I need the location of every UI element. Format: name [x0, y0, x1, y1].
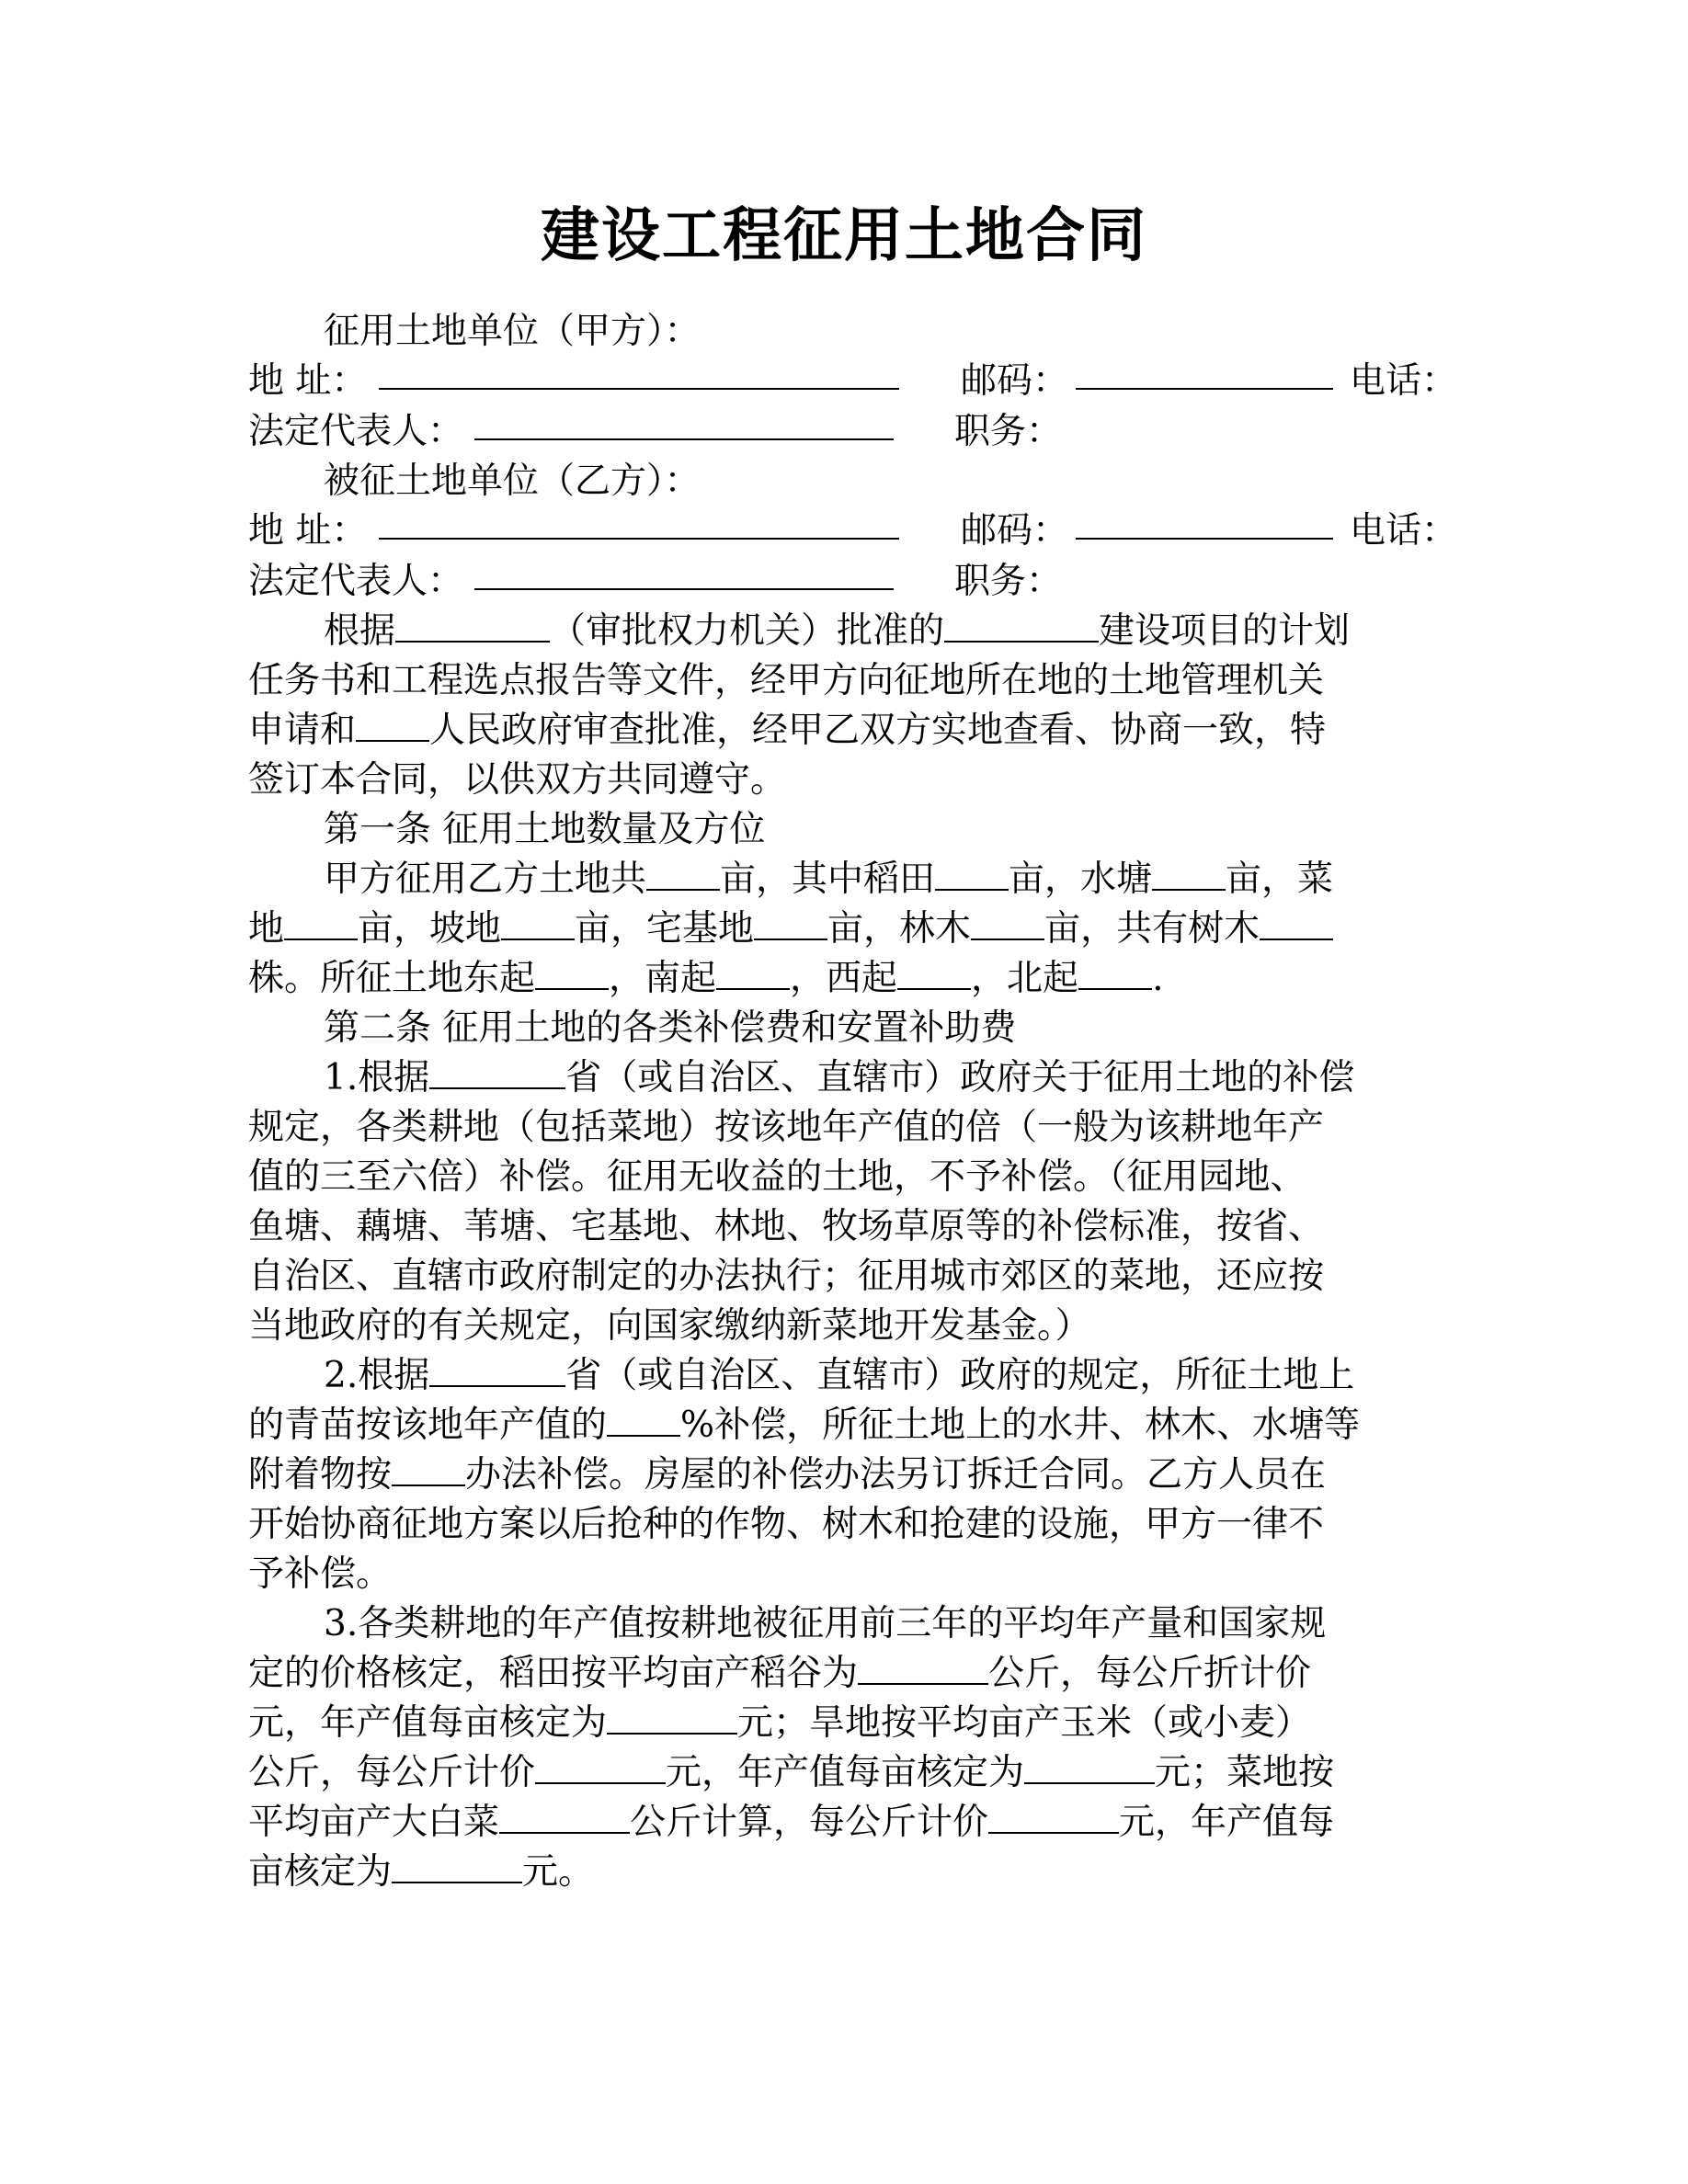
party-a-heading: 征用土地单位（甲方）：	[324, 311, 701, 352]
attachment-method-field[interactable]	[392, 1453, 465, 1486]
text: 甲方征用乙方土地共	[324, 859, 647, 900]
north-boundary-field[interactable]	[1078, 957, 1152, 990]
item-3-line-1: 3.各类耕地的年产值按耕地被征用前三年的平均年产量和国家规	[324, 1603, 1327, 1644]
text: 2.根据	[324, 1355, 430, 1396]
slope-mu-field[interactable]	[501, 907, 575, 940]
text: 元，年产值每	[1119, 1802, 1335, 1843]
item-3-line-6	[248, 1848, 594, 1897]
address-label: 地 址：	[248, 360, 368, 402]
seedling-percent-field[interactable]	[607, 1404, 680, 1437]
postcode-label: 邮码：	[961, 510, 1069, 552]
text: 亩，其中稻田	[720, 859, 936, 900]
legal-rep-label: 法定代表人：	[248, 411, 464, 452]
text: ，北起	[971, 958, 1079, 999]
party-b-legal-rep-field[interactable]	[474, 557, 894, 590]
item-1-line-4: 鱼塘、藕塘、苇塘、宅基地、林地、牧场草原等的补偿标准，按省、	[248, 1206, 1325, 1247]
text: 元。	[522, 1851, 595, 1893]
text: 1.根据	[324, 1057, 430, 1098]
text: 的青苗按该地年产值的	[248, 1405, 608, 1446]
homestead-mu-field[interactable]	[754, 907, 827, 940]
item-2-line-3	[248, 1450, 1326, 1500]
dryland-price-field[interactable]	[535, 1751, 666, 1784]
article-1-line-1	[324, 855, 1333, 904]
party-a-address-row	[248, 357, 1458, 406]
article-1-heading: 第一条 征用土地数量及方位	[324, 809, 766, 850]
government-field[interactable]	[356, 709, 429, 742]
phone-label: 电话：	[1350, 360, 1458, 402]
item-3-line-2	[248, 1649, 1311, 1699]
text: 亩，宅基地	[575, 908, 755, 950]
item-1-line-6: 当地政府的有关规定，向国家缴纳新菜地开发基金。）	[248, 1305, 1091, 1347]
rice-yield-field[interactable]	[858, 1652, 988, 1685]
position-label: 职务：	[954, 561, 1063, 602]
article-1-line-3	[248, 954, 1163, 1004]
dryland-value-field[interactable]	[1024, 1751, 1155, 1784]
project-name-field[interactable]	[944, 609, 1099, 643]
document-title: 建设工程征用土地合同	[541, 201, 1147, 270]
text: 亩，林木	[827, 908, 972, 950]
party-a-legal-rep-row	[248, 407, 1443, 457]
text: 亩，坡地	[358, 908, 502, 950]
text: 公斤计算，每公斤计价	[630, 1802, 989, 1843]
text: （审批权力机关）批准的	[550, 610, 945, 652]
text: 省（或自治区、直辖市）政府关于征用土地的补偿	[565, 1057, 1355, 1098]
paddy-mu-field[interactable]	[935, 858, 1009, 891]
text: 亩核定为	[248, 1851, 393, 1893]
item-1-line-3: 值的三至六倍）补偿。征用无收益的土地，不予补偿。（征用园地、	[248, 1156, 1306, 1198]
party-b-heading: 被征土地单位（乙方）：	[324, 461, 701, 502]
text: .	[1152, 958, 1164, 999]
party-a-address-field[interactable]	[379, 357, 899, 390]
text: 根据	[324, 610, 396, 652]
text: 办法补偿。房屋的补偿办法另订拆迁合同。乙方人员在	[465, 1454, 1327, 1496]
cabbage-yield-field[interactable]	[499, 1801, 630, 1834]
vegetable-value-field[interactable]	[392, 1850, 522, 1883]
preamble-line-2: 任务书和工程选点报告等文件，经甲方向征地所在地的土地管理机关	[248, 660, 1325, 701]
item-3-line-3	[248, 1699, 1311, 1748]
text: 建设项目的计划	[1099, 610, 1351, 652]
item-1-line-5: 自治区、直辖市政府制定的办法执行；征用城市郊区的菜地，还应按	[248, 1256, 1325, 1297]
text: 元；菜地按	[1155, 1752, 1335, 1793]
cabbage-price-field[interactable]	[988, 1801, 1119, 1834]
vegetable-mu-field[interactable]	[284, 907, 358, 940]
item-2-line-1	[324, 1351, 1354, 1401]
text: 定的价格核定，稻田按平均亩产稻谷为	[248, 1653, 859, 1694]
party-b-legal-rep-row	[248, 557, 1443, 607]
party-a-legal-rep-field[interactable]	[474, 407, 894, 440]
text: ，南起	[609, 958, 717, 999]
text: 元，年产值每亩核定为	[666, 1752, 1025, 1793]
tree-count-field[interactable]	[1260, 907, 1333, 940]
forest-mu-field[interactable]	[971, 907, 1044, 940]
item-3-line-4	[248, 1748, 1334, 1798]
text: 省（或自治区、直辖市）政府的规定，所征土地上	[565, 1355, 1355, 1396]
item-2-line-2	[248, 1401, 1360, 1450]
text: 亩，菜	[1226, 859, 1334, 900]
party-a-postcode-field[interactable]	[1076, 357, 1333, 390]
article-2-heading: 第二条 征用土地的各类补偿费和安置补助费	[324, 1007, 1017, 1049]
text: ，西起	[790, 958, 898, 999]
west-boundary-field[interactable]	[897, 957, 971, 990]
item-1-line-2: 规定，各类耕地（包括菜地）按该地年产值的倍（一般为该耕地年产	[248, 1107, 1325, 1148]
item-3-line-5	[248, 1798, 1334, 1848]
preamble-line-3	[248, 706, 1326, 756]
text: 元，年产值每亩核定为	[248, 1702, 608, 1744]
text: 附着物按	[248, 1454, 393, 1496]
text: 亩，共有树木	[1044, 908, 1260, 950]
party-b-address-row	[248, 506, 1458, 556]
approval-authority-field[interactable]	[395, 609, 550, 643]
preamble-line-4: 签订本合同，以供双方共同遵守。	[248, 759, 787, 801]
east-boundary-field[interactable]	[535, 957, 609, 990]
text: 株。所征土地东起	[248, 958, 536, 999]
item-1-line-1	[324, 1053, 1354, 1103]
item-2-line-5: 予补偿。	[248, 1553, 393, 1595]
text: 公斤，每公斤计价	[248, 1752, 536, 1793]
text: 人民政府审查批准，经甲乙双方实地查看、协商一致，特	[429, 710, 1327, 751]
text: 地	[248, 908, 285, 950]
text: 亩，水塘	[1009, 859, 1153, 900]
text: %补偿，所征土地上的水井、林木、水塘等	[680, 1405, 1361, 1446]
party-b-address-field[interactable]	[379, 506, 899, 540]
phone-label: 电话：	[1350, 510, 1458, 552]
party-b-postcode-field[interactable]	[1076, 506, 1333, 540]
text: 申请和	[248, 710, 357, 751]
preamble-line-1	[324, 607, 1350, 656]
position-label: 职务：	[954, 411, 1063, 452]
pond-mu-field[interactable]	[1152, 858, 1226, 891]
south-boundary-field[interactable]	[716, 957, 790, 990]
text: 平均亩产大白菜	[248, 1802, 500, 1843]
item-2-line-4: 开始协商征地方案以后抢种的作物、树木和抢建的设施，甲方一律不	[248, 1504, 1325, 1545]
province-field[interactable]	[429, 1056, 565, 1089]
province-field[interactable]	[429, 1354, 565, 1387]
legal-rep-label: 法定代表人：	[248, 561, 464, 602]
text: 公斤，每公斤折计价	[988, 1653, 1312, 1694]
rice-value-field[interactable]	[607, 1701, 737, 1735]
article-1-line-2	[248, 904, 1333, 954]
address-label: 地 址：	[248, 510, 368, 552]
postcode-label: 邮码：	[961, 360, 1069, 402]
text: 元；旱地按平均亩产玉米（或小麦）	[737, 1702, 1312, 1744]
total-mu-field[interactable]	[646, 858, 720, 891]
